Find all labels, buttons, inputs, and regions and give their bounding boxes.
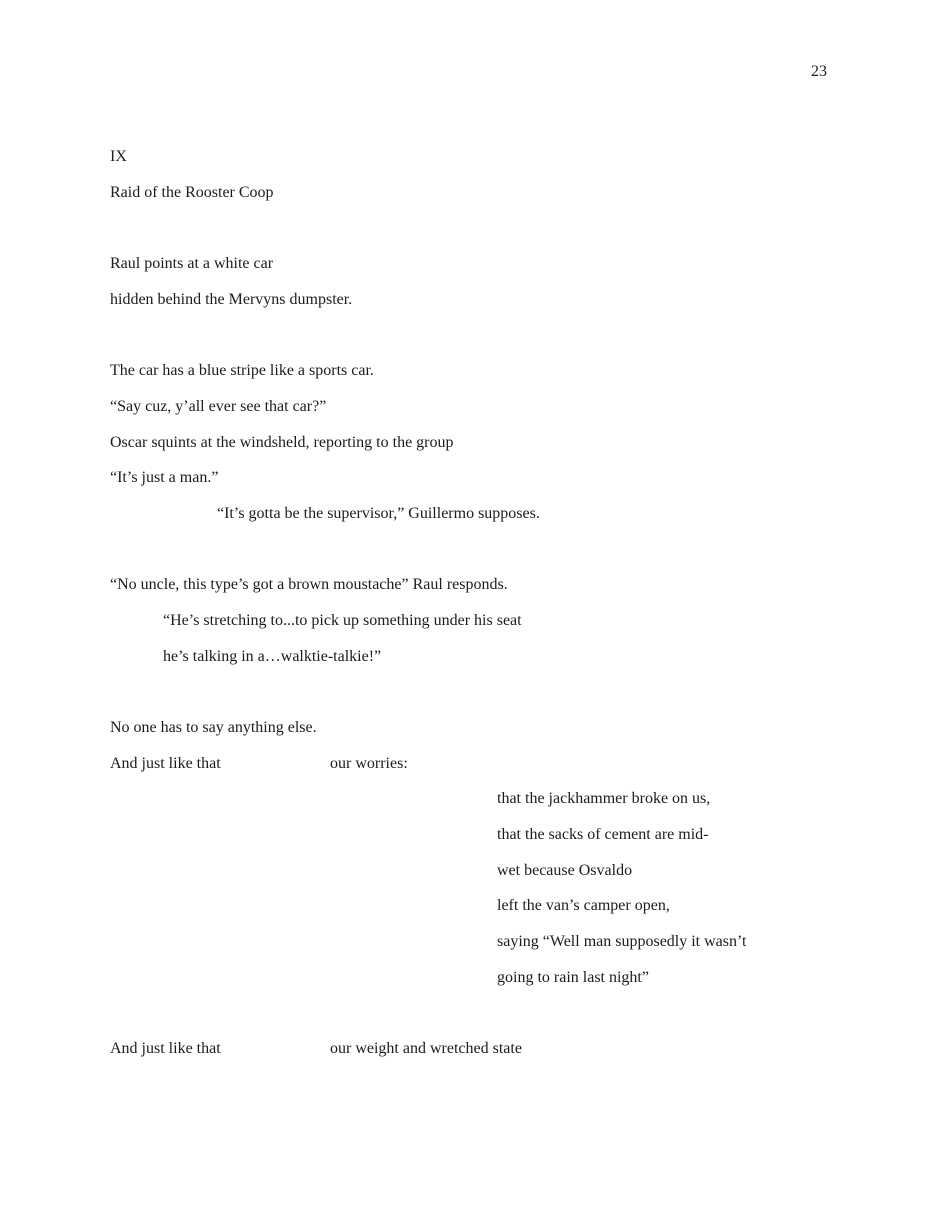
poem-line-text: saying “Well man supposedly it wasn’t [497, 933, 747, 951]
poem-line-text: “It’s just a man.” [110, 469, 219, 487]
poem-line [110, 710, 870, 746]
poem-line [110, 317, 870, 353]
poem-line [110, 746, 870, 782]
poem-lines [110, 210, 870, 1067]
poem-line-text: our worries: [330, 754, 408, 772]
poem-section-numeral: IX [110, 148, 127, 165]
poem-line [110, 567, 870, 603]
poem-line [110, 960, 870, 996]
poem-line [110, 353, 870, 389]
poem-line [110, 210, 870, 246]
poem-title: Raid of the Rooster Coop [110, 183, 274, 201]
poem-line [110, 853, 870, 889]
poem-line [110, 674, 870, 710]
poem-line-text: Oscar squints at the windsheld, reporting to the group [110, 433, 454, 451]
poem-line-text: The car has a blue stripe like a sports car. [110, 362, 374, 380]
poem-line-text: hidden behind the Mervyns dumpster. [110, 290, 353, 308]
poem-line [110, 639, 870, 675]
poem-line [110, 888, 870, 924]
poem-line-text: “Say cuz, y’all ever see that car?” [110, 397, 327, 415]
poem-line [110, 425, 870, 461]
poem-line-text: going to rain last night” [497, 968, 649, 986]
poem-line [110, 996, 870, 1032]
poem-line [110, 817, 870, 853]
poem-line-text: “He’s stretching to...to pick up something under his seat [163, 611, 522, 629]
poem-line-text: that the sacks of cement are mid- [497, 826, 709, 844]
poem-line-text: that the jackhammer broke on us, [497, 790, 711, 808]
poem-line-text: “It’s gotta be the supervisor,” Guillermo supposes. [217, 504, 540, 522]
poem-section-line [110, 139, 870, 175]
poem-line-text: And just like that [110, 1040, 221, 1058]
poem-line [110, 496, 870, 532]
poem-line [110, 460, 870, 496]
poem-line-text: No one has to say anything else. [110, 719, 317, 736]
page-number: 23 [811, 63, 827, 80]
poem-line-text: wet because Osvaldo [497, 861, 633, 879]
poem-line-text: he’s talking in a…walktie-talkie!” [163, 647, 382, 665]
poem-line [110, 924, 870, 960]
poem-line [110, 1031, 870, 1067]
poem-line [110, 282, 870, 318]
poem-line [110, 603, 870, 639]
poem-line [110, 532, 870, 568]
poem-line-text: And just like that [110, 754, 221, 772]
poem-line [110, 246, 870, 282]
poem-line-text: Raul points at a white car [110, 255, 274, 273]
poem-body [110, 139, 870, 1067]
poem-line-text: left the van’s camper open, [497, 897, 670, 915]
poem-title-line [110, 175, 870, 211]
poem-line-text: “No uncle, this type’s got a brown moustache” Raul responds. [110, 576, 508, 594]
poem-line-text: our weight and wretched state [330, 1040, 522, 1058]
poem-line [110, 389, 870, 425]
poem-line [110, 781, 870, 817]
